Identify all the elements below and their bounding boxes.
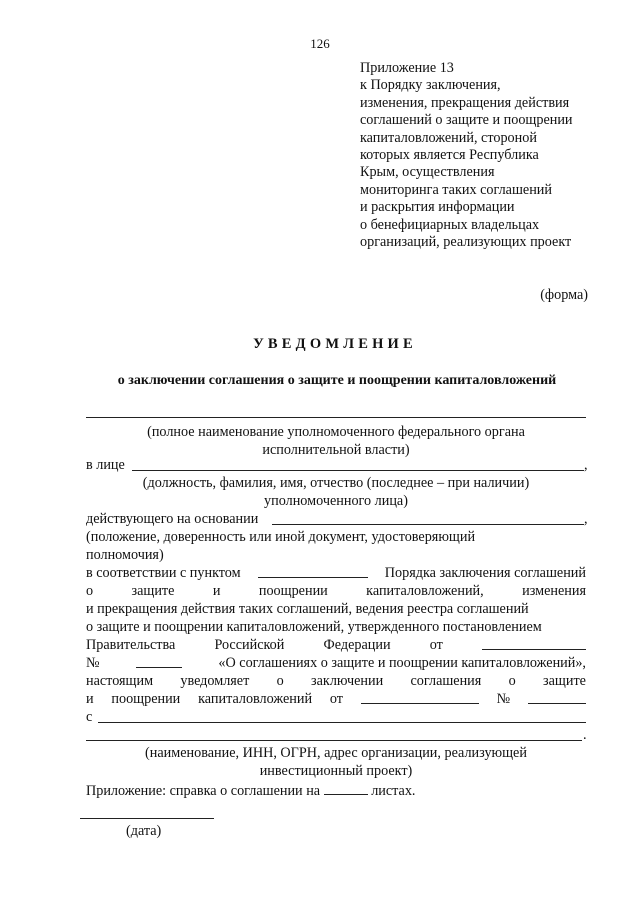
comma: ,	[584, 511, 588, 527]
with-label: с	[86, 709, 93, 725]
decree-number-field[interactable]	[136, 654, 182, 668]
body-word: о	[86, 583, 94, 599]
body-word: и	[86, 691, 94, 707]
body-line-7	[86, 672, 586, 690]
number-sign: №	[496, 691, 511, 707]
document-subtitle: о заключении соглашения о защите и поощрении капиталовложений	[117, 373, 557, 388]
project-caption-1: (наименование, ИНН, ОГРН, адрес организации, реализующей	[145, 745, 527, 761]
basis-caption-1: (положение, доверенность или иной документ, удостоверяющий	[86, 529, 476, 545]
body-line-6	[86, 654, 586, 672]
body-word: Правительства	[86, 637, 176, 653]
body-word: Российской	[214, 637, 285, 653]
body-word: от	[429, 637, 443, 653]
project-caption-2: инвестиционный проект)	[259, 763, 413, 779]
appendix-line: капиталовложений, стороной	[360, 129, 537, 146]
attachment-text: листах.	[371, 783, 416, 799]
basis-caption-2: полномочия)	[86, 547, 164, 563]
body-text: в соответствии с пунктом	[86, 565, 241, 581]
sheet-count-field[interactable]	[324, 781, 368, 795]
body-text: «О соглашениях о защите и поощрении капиталовложений»,	[218, 655, 586, 671]
body-word: защите	[543, 673, 586, 689]
body-text: Порядка заключения соглашений	[384, 565, 586, 581]
body-word: о	[276, 673, 284, 689]
page-number: 126	[310, 36, 330, 51]
person-caption-2: уполномоченного лица)	[264, 493, 408, 509]
body-word: уведомляет	[180, 673, 250, 689]
org-name-caption-1: (полное наименование уполномоченного федерального органа	[147, 424, 525, 440]
appendix-line: к Порядку заключения,	[360, 77, 501, 94]
body-line-1	[86, 564, 586, 582]
org-name-field[interactable]	[86, 417, 586, 418]
acting-basis-label: действующего на основании	[86, 511, 259, 527]
body-line-8	[86, 690, 586, 708]
body-word: защите	[131, 583, 175, 599]
decree-date-field[interactable]	[482, 636, 586, 650]
in-person-label: в лице	[86, 457, 125, 473]
number-sign: №	[86, 655, 100, 671]
date-field[interactable]	[80, 818, 214, 819]
appendix-line: о бенефициарных владельцах	[360, 216, 540, 233]
attachment-text: Приложение: справка о соглашении на	[86, 783, 321, 799]
body-word: поощрении	[111, 691, 181, 707]
body-line-2	[86, 582, 586, 600]
body-word: Федерации	[323, 637, 391, 653]
appendix-line: Крым, осуществления	[360, 164, 495, 181]
period: .	[583, 727, 587, 743]
appendix-line: изменения, прекращения действия	[360, 94, 570, 111]
appendix-line: Приложение 13	[360, 60, 454, 76]
agreement-number-field[interactable]	[528, 690, 586, 704]
body-word: о	[508, 673, 516, 689]
body-word: соглашения	[410, 673, 482, 689]
form-label: (форма)	[540, 287, 588, 303]
body-line-4: о защите и поощрении капиталовложений, утвержденного постановлением	[86, 619, 542, 635]
org-name-caption-2: исполнительной власти)	[262, 442, 410, 458]
body-word: поощрении	[258, 583, 328, 599]
body-line-5	[86, 636, 586, 654]
appendix-line: соглашений о защите и поощрении	[360, 112, 573, 129]
person-field[interactable]	[132, 470, 584, 471]
basis-field[interactable]	[272, 524, 584, 525]
body-word: от	[329, 691, 343, 707]
comma: ,	[584, 457, 588, 473]
attachment-line	[86, 781, 415, 800]
body-word: капиталовложений	[198, 691, 313, 707]
clause-number-field[interactable]	[258, 564, 368, 578]
agreement-date-field[interactable]	[361, 690, 479, 704]
appendix-line: которых является Республика	[360, 147, 539, 164]
counterparty-field[interactable]	[98, 722, 586, 723]
appendix-line: и раскрытия информации	[360, 199, 515, 216]
date-caption: (дата)	[126, 823, 162, 839]
body-word: заключении	[311, 673, 384, 689]
appendix-line: мониторинга таких соглашений	[360, 181, 552, 198]
body-word: настоящим	[86, 673, 154, 689]
appendix-line: организаций, реализующих проект	[360, 234, 572, 251]
body-word: и	[212, 583, 221, 599]
document-title: УВЕДОМЛЕНИЕ	[253, 336, 417, 352]
body-line-3: и прекращения действия таких соглашений, ведения реестра соглашений	[86, 601, 529, 617]
counterparty-field-continued[interactable]	[86, 740, 582, 741]
body-word: капиталовложений,	[366, 583, 484, 599]
person-caption-1: (должность, фамилия, имя, отчество (последнее – при наличии)	[142, 475, 530, 491]
appendix-block	[360, 60, 573, 251]
body-word: изменения	[522, 583, 586, 599]
